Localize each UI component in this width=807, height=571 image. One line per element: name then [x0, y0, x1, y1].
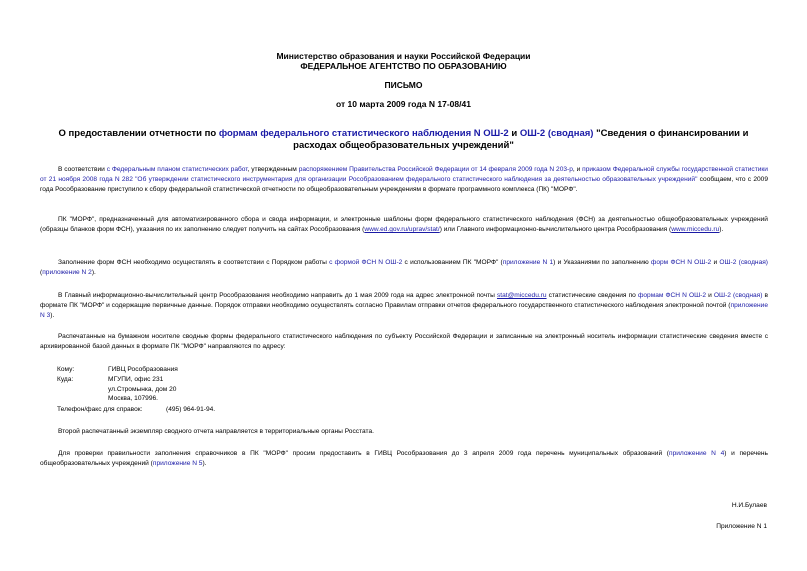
paragraph-4 [40, 291, 768, 321]
link-appendix-3[interactable]: приложение N 3 [40, 302, 769, 319]
document-title [40, 128, 767, 152]
phone-label: Телефон/факс для справок: [57, 406, 143, 413]
link-federal-plan[interactable]: с Федеральным планом статистических работ [106, 166, 248, 173]
appendix-label: Приложение N 1 [716, 523, 767, 530]
paragraph-text: ) или Главного информационно-вычислительного центра Рособразования ( [439, 226, 672, 233]
paragraph-text: и [706, 292, 714, 299]
address-line-1: МГУПИ, офис 231 [108, 376, 164, 383]
link-form-osh2-summary[interactable]: ОШ-2 (сводная) [719, 259, 768, 266]
signature: Н.И.Булаев [731, 502, 767, 509]
paragraph-text: , и [572, 166, 583, 173]
paragraph-3 [40, 258, 768, 278]
link-email[interactable]: stat@miccedu.ru [496, 292, 547, 299]
link-form-osh2[interactable]: с формой ФСН N ОШ-2 [329, 259, 403, 266]
link-government-order[interactable]: распоряжением Правительства Российской Федерации от 14 февраля 2009 года N 203-р [298, 166, 573, 173]
paragraph-text: ПК "МОРФ", предназначенный для автоматизированного сбора и свода информации, и электронные шаблоны форм федерального статистического наблюдения (ФСН) за деятельностью общеобразовательных учреждений (образцы бланков форм ФСН), указания по их заполнению следует получить на сайтах Рособразования ( [40, 216, 768, 233]
paragraph-text: ) и Указаниями по заполнению [553, 259, 651, 266]
address-to-label: Кому: [57, 366, 75, 373]
address-to-value: ГИВЦ Рособразования [108, 366, 178, 373]
address-where-label: Куда: [57, 376, 74, 383]
paragraph-text: Заполнение форм ФСН необходимо осуществлять в соответствии с Порядком работы [58, 259, 330, 266]
link-appendix-5[interactable]: приложение N 5 [152, 460, 203, 467]
paragraph-text: ). [719, 226, 724, 233]
document-date: от 10 марта 2009 года N 17-08/41 [336, 99, 471, 109]
link-form-osh2[interactable]: формам федерального статистического наблюдения N ОШ-2 [218, 128, 509, 139]
paragraph-text: и [711, 259, 720, 266]
link-appendix-2[interactable]: приложение N 2 [42, 269, 92, 276]
paragraph-1 [40, 165, 768, 195]
document-type: ПИСЬМО [384, 80, 423, 90]
address-line-2: ул.Стромынка, дом 20 [108, 386, 177, 393]
link-form-osh2[interactable]: формам ФСН N ОШ-2 [637, 292, 707, 299]
paragraph-text: В Главный информационно-вычислительный центр Рособразования необходимо направить до 1 мая 2009 года на адрес электронной почты [58, 292, 497, 299]
paragraph-text: с использованием ПК "МОРФ" ( [402, 259, 503, 266]
paragraph-text: В соответствии [58, 166, 107, 173]
paragraph-text: в формате ПК "МОРФ" и содержащие первичные данные. Порядок отправки необходимо осуществлять согласно Правилам отправки отчетов федерального государственного статистического наблюдения электронной почтой ( [40, 292, 769, 309]
title-text: "Сведения о финансировании и расходах общеобразовательных учреждений" [293, 128, 749, 151]
paragraph-text: Для проверки правильности заполнения справочников в ПК "МОРФ" просим предоставить в ГИВЦ Рособразования до 3 апреля 2009 года перечень муниципальных образований ( [58, 450, 669, 457]
link-form-osh2[interactable]: форм ФСН N ОШ-2 [650, 259, 712, 266]
link-form-osh2-summary[interactable]: ОШ-2 (сводная) [519, 128, 594, 139]
link-appendix-1[interactable]: приложение N 1 [502, 259, 554, 266]
paragraph-text: сообщаем, что с 2009 года Рособразование приступило к сбору федеральной статистической отчетности по общеобразовательным учреждениям в формате программного комплекса (ПК) "МОРФ". [40, 176, 768, 193]
address-line-3: Москва, 107996. [108, 395, 159, 402]
link-appendix-4[interactable]: приложение N 4 [669, 450, 725, 457]
link-form-osh2-summary[interactable]: ОШ-2 (сводная) [713, 292, 763, 299]
paragraph-2 [40, 215, 768, 235]
phone-value: (495) 964-91-94. [166, 406, 216, 413]
ministry-name: Министерство образования и науки Российской Федерации [276, 51, 531, 61]
paragraph-text: ) и перечень общеобразовательных учреждений ( [40, 450, 768, 467]
paragraph-text: ). [202, 460, 207, 467]
agency-name: ФЕДЕРАЛЬНОЕ АГЕНТСТВО ПО ОБРАЗОВАНИЮ [300, 61, 507, 71]
title-text: и [508, 128, 520, 139]
paragraph-6: Второй распечатанный экземпляр сводного отчета направляется в территориальные органы Росстата. [58, 428, 374, 435]
paragraph-text: , утвержденным [247, 166, 299, 173]
paragraph-7 [40, 449, 768, 469]
link-miccedu-site[interactable]: www.miccedu.ru [671, 226, 720, 233]
paragraph-text: ( [40, 269, 43, 276]
link-ed-gov-site[interactable]: www.ed.gov.ru/uprav/stat/ [364, 226, 440, 233]
link-rosstat-order[interactable]: приказом Федеральной службы государственной статистики от 21 ноября 2008 года N 282 "Об утверждении статистического инструментария для организации Рособразованием федерального статистического наблюдения за деятельностью образовательных учреждений" [40, 166, 768, 183]
paragraph-text: статистические сведения по [546, 292, 638, 299]
title-text: О предоставлении отчетности по [58, 128, 219, 139]
paragraph-text: ). [50, 312, 55, 319]
paragraph-text: ). [91, 269, 96, 276]
paragraph-5: Распечатанные на бумажном носителе сводные формы федерального статистического наблюдения по субъекту Российской Федерации и записанные на электронный носитель информации статистические сведения вместе с архивированной базой данных в формате ПК "МОРФ" направляются по адресу: [40, 333, 768, 350]
